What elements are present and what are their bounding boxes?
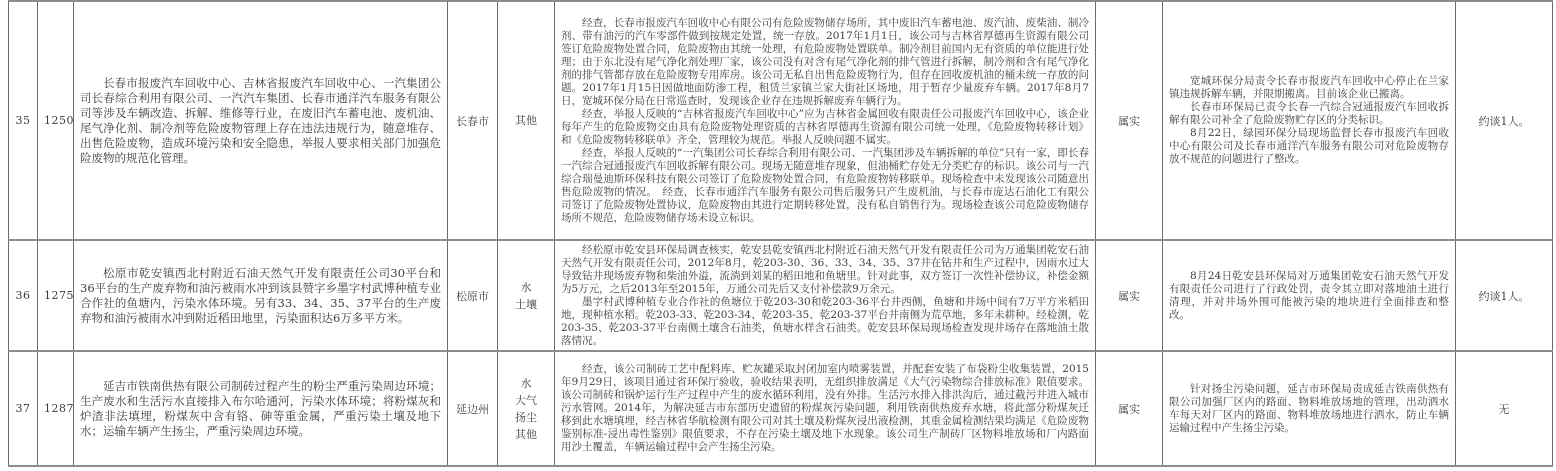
pollution-type: 水 bbox=[520, 280, 532, 294]
complaint-handling-table bbox=[8, 0, 1553, 467]
measures-cell bbox=[1163, 240, 1456, 351]
table-row bbox=[9, 351, 1553, 466]
case-number-cell: 1287 bbox=[38, 351, 74, 466]
complaint-text: 长春市报废汽车回收中心、吉林省报废汽车回收中心、一汽集团公司长春综合利用有限公司、一汽汽车集团、长春市通洋汽车服务有限公司等涉及车辆改造、拆解、维修等行业，在废旧汽车蓄电池、废机油、尾气净化剂、制冷剂等危险废物管理上存在违法违规行为，随意堆存、出售危险废物，造成环境污染和安全隐患，举报人要求相关部门加强危险废物的规范化管理。 bbox=[80, 75, 441, 165]
complaint-cell bbox=[74, 240, 448, 351]
city-cell: 松原市 bbox=[448, 240, 498, 351]
verified-cell: 属实 bbox=[1096, 240, 1163, 351]
table-row bbox=[9, 1, 1553, 240]
row-number-cell: 35 bbox=[9, 1, 38, 240]
pollution-type: 水 bbox=[520, 376, 532, 390]
city-cell: 延边州 bbox=[448, 351, 498, 466]
complaint-text: 松原市乾安镇西北村附近石油天然气开发有限责任公司30平台和36平台的生产废弃物和油污被雨水冲到该县赞字乡墨字村武博种植专业合作社的鱼塘内，污染水体环境。另有33、34、35、37平台的生产废弃物和油污被雨水冲到附近稻田地里，污染面积达6万多平方米。 bbox=[80, 265, 441, 325]
verified-cell: 属实 bbox=[1096, 351, 1163, 466]
pollution-type-cell bbox=[498, 240, 555, 351]
investigation-paragraph: 经查，举报人反映的“一汽集团公司长春综合利用有限公司、一汽集团涉及车辆拆解的单位”只有一家，即长春一汽综合冠通报废汽车回收拆解有限公司。现场无随意堆存现象，但油桶贮存处无分类贮存的标识。该公司与一汽综合瑞曼迪斯环保科技有限公司签订了危险废物处置合同，有危险废物转移联单。现场检查中未发现该公司随意出售危险废物的情况。 经查，长春市通洋汽车服务有限公司售后服务只产生废机油，与长春市庞达石油化工有限公司签订了危险废物处置协议，危险废物由其进行定期转移处置，没有私自销售行为。现场检查该公司危险废物储存场所不规范，危险废物储存场未设立标识。 bbox=[561, 146, 1089, 224]
complaint-text: 延吉市铁南供热有限公司制砖过程产生的粉尘严重污染周边环境；生产废水和生活污水直接排入布尔哈通河，污染水体环境；将粉煤灰和炉渣非法填埋，粉煤灰中含有铬、砷等重金属，严重污染土壤及地下水；运输车辆产生扬尘，严重污染周边环境。 bbox=[80, 378, 441, 438]
case-number-cell: 1275 bbox=[38, 240, 74, 351]
pollution-type-cell bbox=[498, 1, 555, 240]
accountability-cell: 无 bbox=[1456, 351, 1553, 466]
pollution-type: 大气 bbox=[515, 393, 537, 407]
pollution-type: 土壤 bbox=[515, 297, 537, 311]
investigation-cell bbox=[555, 1, 1096, 240]
pollution-type: 扬尘 bbox=[515, 410, 537, 424]
investigation-cell bbox=[555, 351, 1096, 466]
accountability-cell: 约谈1人。 bbox=[1456, 240, 1553, 351]
city-cell: 长春市 bbox=[448, 1, 498, 240]
measures-cell bbox=[1163, 1, 1456, 240]
investigation-paragraph: 墨字村武博种植专业合作社的鱼塘位于乾203-30和乾203-36平台井西侧，鱼塘和井场中间有7万平方米稻田地，现种植水稻。乾203-33、乾203-34、乾203-35、乾203-37平台井南侧为荒草地，多年未耕种。经检测，乾203-35、乾203-37平台南侧土壤含石油类，鱼塘水样含石油类。乾安县环保局现场检查发现井场存在落地油土散落情况。 bbox=[561, 296, 1089, 347]
investigation-paragraph: 经松原市乾安县环保局调查核实，乾安县乾安镇西北村附近石油天然气开发有限责任公司为万通集团乾安石油天然气开发有限责任公司，2012年8月，乾203-30、36、33、34、35、37井在钻井和生产过程中，因雨水过大导致钻井现场废弃物和柴油外溢，流淌到刘某的稻田地和鱼塘里。针对此事，双方签订一次性补偿协议，补偿金额为5万元，之后2013年至2015年，万通公司先后又支付补偿款9万余元。 bbox=[561, 244, 1089, 295]
investigation-paragraph: 经查，长春市报废汽车回收中心有限公司有危险废物储存场所，其中废旧汽车蓄电池、废汽油、废柴油、制冷剂、带有油污的汽车零部件做到按规定处置，统一存放。2017年1月1日，该公司与吉林省厚德再生资源有限公司签订危险废物处置合同，危险废物由其统一处理，有危险废物处置联单。制冷剂目前国内无有资质的单位能进行处理；由于东北没有尾气净化剂处理厂家，该公司没有对含有尾气净化剂的排气管进行拆解，制冷剂和含有尾气净化剂的排气管都存放在危险废物专用库房。该公司无私自出售危险废物行为，但存在回收废机油的桶未统一存放的问题。2017年1月15日因做地面防渗工程，租赁兰家镇兰家大街社区场地，用于暂存少量废弃车辆。2017年8月7日，宽城环保分局在日常巡查时，发现该企业存在违规拆解废弃车辆行为。 bbox=[561, 16, 1089, 107]
row-number-cell: 36 bbox=[9, 240, 38, 351]
accountability-cell: 约谈1人。 bbox=[1456, 1, 1553, 240]
investigation-paragraph: 经查，举报人反映的“吉林省报废汽车回收中心”应为吉林省金属回收有限责任公司报废汽车回收中心，该企业每年产生的危险废物交由具有危险废物处理资质的吉林省厚德再生资源有限公司统一处理，《危险废物转移计划》和《危险废物转移联单》齐全，管理较为规范。举报人反映问题不属实。 bbox=[561, 107, 1089, 146]
complaint-cell bbox=[74, 1, 448, 240]
complaint-cell bbox=[74, 351, 448, 466]
table-row bbox=[9, 240, 1553, 351]
investigation-cell bbox=[555, 240, 1096, 351]
measures-paragraph: 针对扬尘污染问题，延吉市环保局责成延吉铁南供热有限公司加强厂区内的路面、物料堆放场地的管理，出动洒水车每天对厂区内的路面、物料堆放场地进行洒水，防止车辆运输过程中产生扬尘污染。 bbox=[1169, 382, 1449, 434]
measures-paragraph: 8月22日，绿园环保分局现场监督长春市报废汽车回收中心有限公司及长春市通洋汽车服务有限公司对危险废物存放不规范的问题进行了整改。 bbox=[1169, 127, 1449, 165]
pollution-type: 其他 bbox=[515, 114, 537, 127]
row-number-cell: 37 bbox=[9, 351, 38, 466]
measures-paragraph: 宽城环保分局责令长春市报废汽车回收中心停止在兰家镇违规拆解车辆，并限期搬离。目前该企业已搬离。 bbox=[1169, 75, 1449, 100]
verified-cell: 属实 bbox=[1096, 1, 1163, 240]
measures-paragraph: 长春市环保局已责令长春一汽综合冠通报废汽车回收拆解有限公司补全了危险废物贮存区的分类标识。 bbox=[1169, 101, 1449, 126]
investigation-paragraph: 经查，该公司制砖工艺中配料库、贮灰罐采取封闭加室内喷雾装置，并配套安装了布袋粉尘收集装置，2015年9月29日，该项目通过省环保厅验收，验收结果表明，无组织排放满足《大气污染物综合排放标准》限值要求。该公司制砖和锅炉运行生产过程中产生的废水循环利用，没有外排。生活污水排入排洪沟后，通过截污井进入城市污水管网。2014年，为解决延吉市东部历史遗留的粉煤灰污染问题，利用铁南供热废弃水塘，将此部分粉煤灰迁移到此水塘填埋，经吉林省华航检测有限公司对其土壤及粉煤灰浸出液检测，其重金属检测结果均满足《危险废物鉴别标准-浸出毒性鉴别》限值要求，不存在污染土壤及地下水现象。该公司生产制砖厂区物料堆放场和厂内路面用沙土覆盖，车辆运输过程中会产生扬尘污染。 bbox=[561, 363, 1089, 453]
case-number-cell: 1250 bbox=[38, 1, 74, 240]
pollution-type-cell bbox=[498, 351, 555, 466]
pollution-type: 其他 bbox=[515, 427, 537, 441]
measures-paragraph: 8月24日乾安县环保局对万通集团乾安石油天然气开发有限责任公司进行了行政处罚，责令其立即对落地油土进行清理，并对井场外围可能被污染的地块进行全面排查和整改。 bbox=[1169, 269, 1449, 321]
measures-cell bbox=[1163, 351, 1456, 466]
